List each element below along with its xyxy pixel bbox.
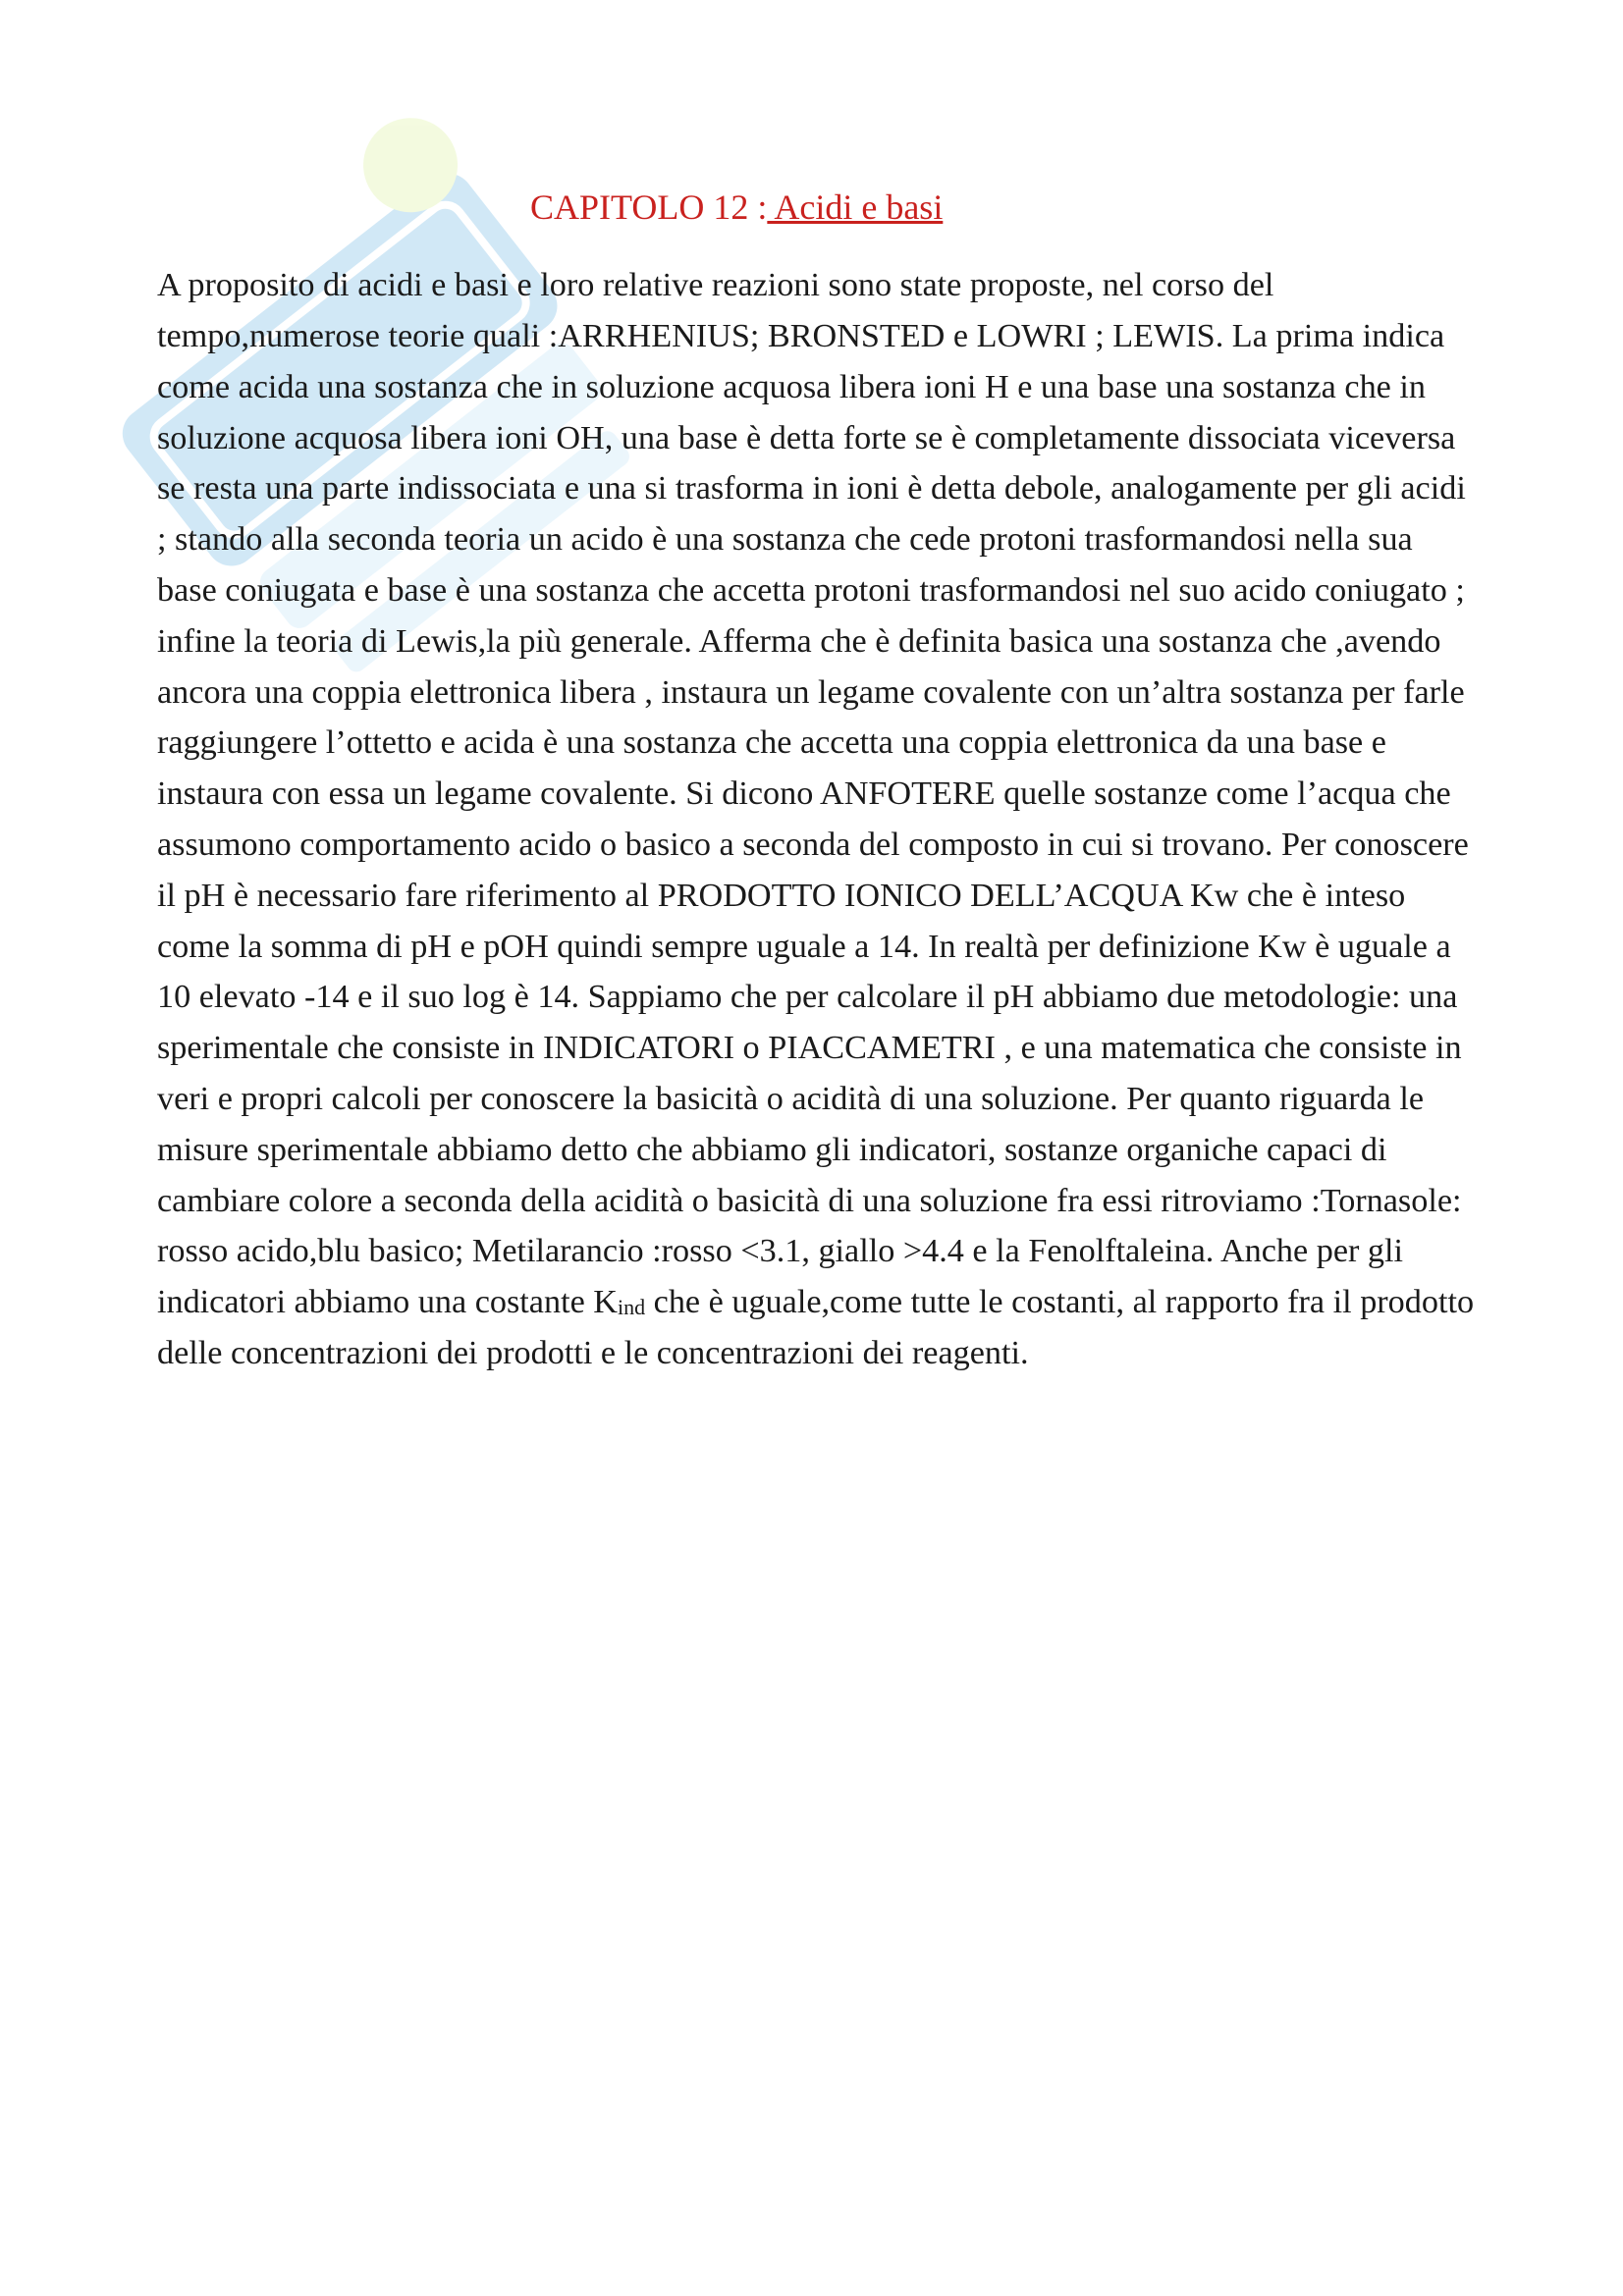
- body-paragraph: [157, 260, 1478, 1379]
- chapter-title: [157, 187, 1478, 229]
- kind-subscript: ind: [617, 1295, 646, 1320]
- document-page: [157, 187, 1478, 1379]
- body-text-end: che è uguale,come tutte le costanti, al rapporto fra il prodotto delle concentrazioni dei prodotti e le concentrazioni dei reagenti.: [157, 1284, 1475, 1371]
- body-text-main: A proposito di acidi e basi e loro relative reazioni sono state proposte, nel corso del tempo,numerose teorie quali :ARRHENIUS; BRONSTED e LOWRI ; LEWIS. La prima indica come acida una sostanza che in soluzione acquosa libera ioni H e una base una sostanza che in soluzione acquosa libera ioni OH, una base è detta forte se è completamente dissociata viceversa se resta una parte indissociata e una si trasforma in ioni è detta debole, analogamente per gli acidi ; stando alla seconda teoria un acido è una sostanza che cede protoni trasformandosi nella sua base coniugata e base è una sostanza che accetta protoni trasformandosi nel suo acido coniugato ; infine la teoria di Lewis,la più generale. Afferma che è definita basica una sostanza che ,avendo ancora una coppia elettronica libera , instaura un legame covalente con un’altra sostanza per farle raggiungere l’ottetto e acida è una sostanza che accetta una coppia elettronica da una base e instaura con essa un legame covalente. Si dicono ANFOTERE quelle sostanze come l’acqua che assumono comportamento acido o basico a seconda del composto in cui si trovano. Per conoscere il pH è necessario fare riferimento al PRODOTTO IONICO DELL’ACQUA Kw che è inteso come la somma di pH e pOH quindi sempre uguale a 14. In realtà per definizione Kw è uguale a 10 elevato -14 e il suo log è 14. Sappiamo che per calcolare il pH abbiamo due metodologie: una sperimentale che consiste in INDICATORI o PIACCAMETRI , e una matematica che consiste in veri e propri calcoli per conoscere la basicità o acidità di una soluzione. Per quanto riguarda le misure sperimentale abbiamo detto che abbiamo gli indicatori, sostanze organiche capaci di cambiare colore a seconda della acidità o basicità di una soluzione fra essi ritroviamo :Tornasole: rosso acido,blu basico; Metilarancio :rosso <3.1, giallo >4.4 e la Fenolftaleina. Anche per gli indicatori abbiamo una costante K: [157, 267, 1469, 1321]
- chapter-number: CAPITOLO 12 :: [530, 187, 768, 227]
- chapter-subject: Acidi e basi: [767, 187, 944, 227]
